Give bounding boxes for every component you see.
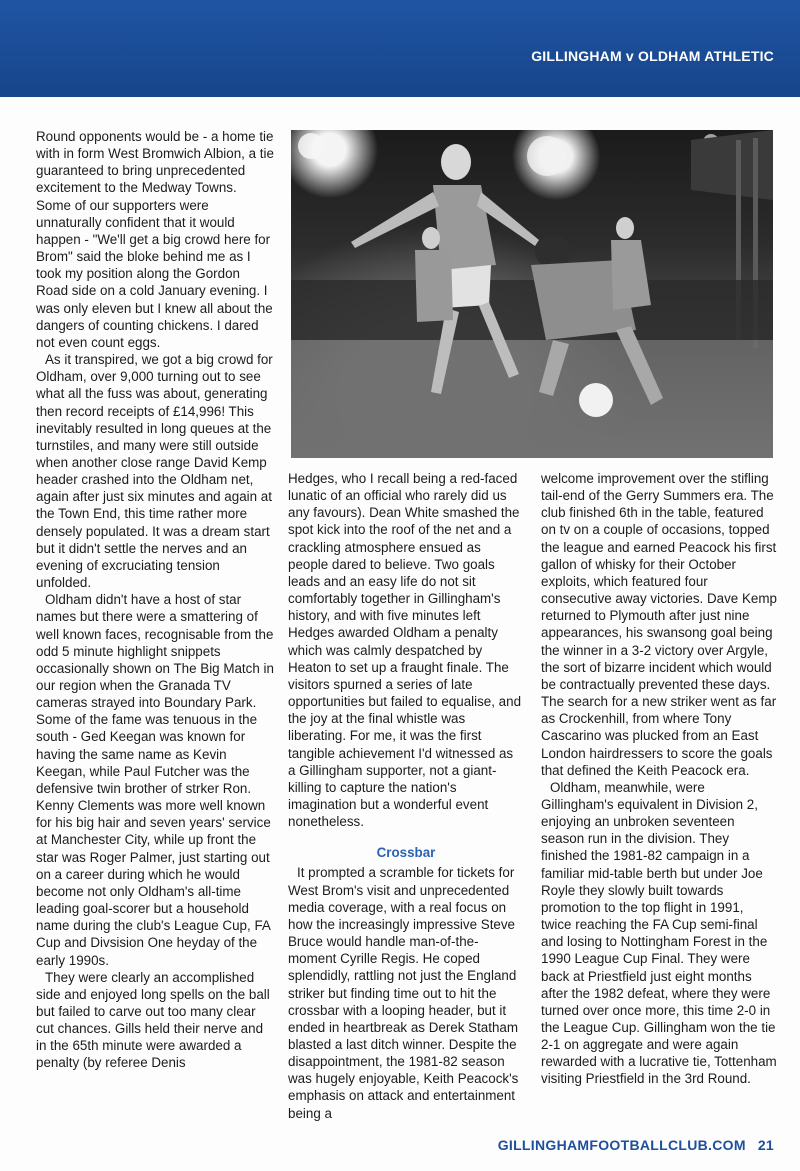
column-1 [36,128,274,1072]
football-match-photo [291,130,773,458]
header-title: GILLINGHAM v OLDHAM ATHLETIC [531,48,774,64]
page-footer [498,1137,774,1153]
column-1-paragraph-3: Oldham didn't have a host of star names but there were a smattering of well known faces, recognisable from the odd 5 minute highlight snippets occasionally shown on The Big Match in our region when the Granada TV cameras strayed into Boundary Park. Some of the fame was tenuous in the south - Ged Keegan was known for having the same name as Kevin Keegan, while Paul Futcher was the defensive twin brother of strker Ron. Kenny Clements was more well known for his big hair and seven years' service at Manchester City, while up front the star was Roger Palmer, just starting out on a career during which he would become not only Oldham's all-time leading goal-scorer but a household name during the club's League Cup, FA Cup and Divsision One heyday of the early 1990s. [36,592,274,968]
header-band [0,0,800,97]
column-2 [288,470,524,1122]
column-3-paragraph-2: Oldham, meanwhile, were Gillingham's equivalent in Division 2, enjoying an unbroken seventeen season run in the division. They finished the 1981-82 campaign in a familiar mid-table berth but under Joe Royle they slowly built towards promotion to the top flight in 1991, twice reaching the FA Cup semi-final and losing to Nottingham Forest in the 1990 League Cup Final. They were back at Priestfield just eight months after the 1982 defeat, where they were turned over once more, this time 2-0 in the League Cup. Gillingham won the tie 2-1 on aggregate and were again rewarded with a lucrative tie, Tottenham visiting Priestfield in the 3rd Round. [541,779,777,1087]
column-2-paragraph-1: Hedges, who I recall being a red-faced lunatic of an official who rarely did us any favours). Dean White smashed the spot kick into the roof of the net and a crackling atmosphere ensued as people dared to believe. Two goals leads and an easy life do not sit comfortably together in Gillingham's history, and with five minutes left Hedges awarded Oldham a penalty which was calmly despatched by Heaton to set up a fraught finale. The visitors spurned a series of late opportunities but failed to equalise, and the joy at the final whistle was liberating. For me, it was the first tangible achievement I'd witnessed as a Gillingham supporter, not a giant-killing to capture the nation's imagination but a wonderful event nonetheless. [288,471,522,830]
website-url: GILLINGHAMFOOTBALLCLUB.COM [497,1137,746,1153]
column-3 [541,470,777,1088]
column-3-paragraph-1: welcome improvement over the stifling tail-end of the Gerry Summers era. The club finished 6th in the table, featured on tv on a couple of occasions, topped the league and earned Peacock his first gallon of whisky for their October exploits, which featured four consecutive away victories. Dave Kemp returned to Plymouth after just nine appearances, his swansong goal being the winner in a 3-2 victory over Argyle, the sort of bizarre incident which would be contractually prevented these days. The search for a new striker went as far as Crockenhill, from where Tony Cascarino was plucked from an East London hairdressers to score the goals that defined the Keith Peacock era. [541,471,777,778]
column-1-paragraph-4: They were clearly an accomplished side and enjoyed long spells on the ball but failed to carve out too many clear cut chances. Gills held their nerve and in the 65th minute were awarded a penalty (by referee Denis [36,969,270,1071]
column-1-paragraph-1: Round opponents would be - a home tie with in form West Bromwich Albion, a tie guaranteed to bring unprecedented excitement to the Medway Towns. Some of our supporters were unnaturally confident that it would happen - "We'll get a big crowd here for Brom" said the bloke behind me as I took my position along the Gordon Road side on a cold January evening. I was only eleven but I knew all about the dangers of counting chickens. I dared not even count eggs. [36,129,274,350]
page-number: 21 [757,1137,774,1153]
section-subheading: Crossbar [376,845,436,861]
photo-illustration [291,130,773,458]
column-1-paragraph-2: As it transpired, we got a big crowd for Oldham, over 9,000 turning out to see what all the fuss was about, generating then record receipts of £14,996! This inevitably resulted in long queues at the turnstiles, and many were still outside when another close range David Kemp header crashed into the Oldham net, again after just six minutes and again at the Town End, this time rather more densely populated. It was a dream start but it didn't settle the nerves and an evening of excruciating tension unfolded. [36,352,273,591]
column-2-paragraph-2: It prompted a scramble for tickets for West Brom's visit and unprecedented media coverage, with a real focus on how the increasingly impressive Steve Bruce would handle man-of-the-moment Cyrille Regis. He coped splendidly, rattling not just the England striker but finding time out to hit the crossbar with a looping header, but it ended in heartbreak as Derek Statham blasted a last ditch winner. Despite the disappointment, the 1981-82 season was hugely enjoyable, Keith Peacock's emphasis on attack and entertainment being a [288,865,519,1121]
